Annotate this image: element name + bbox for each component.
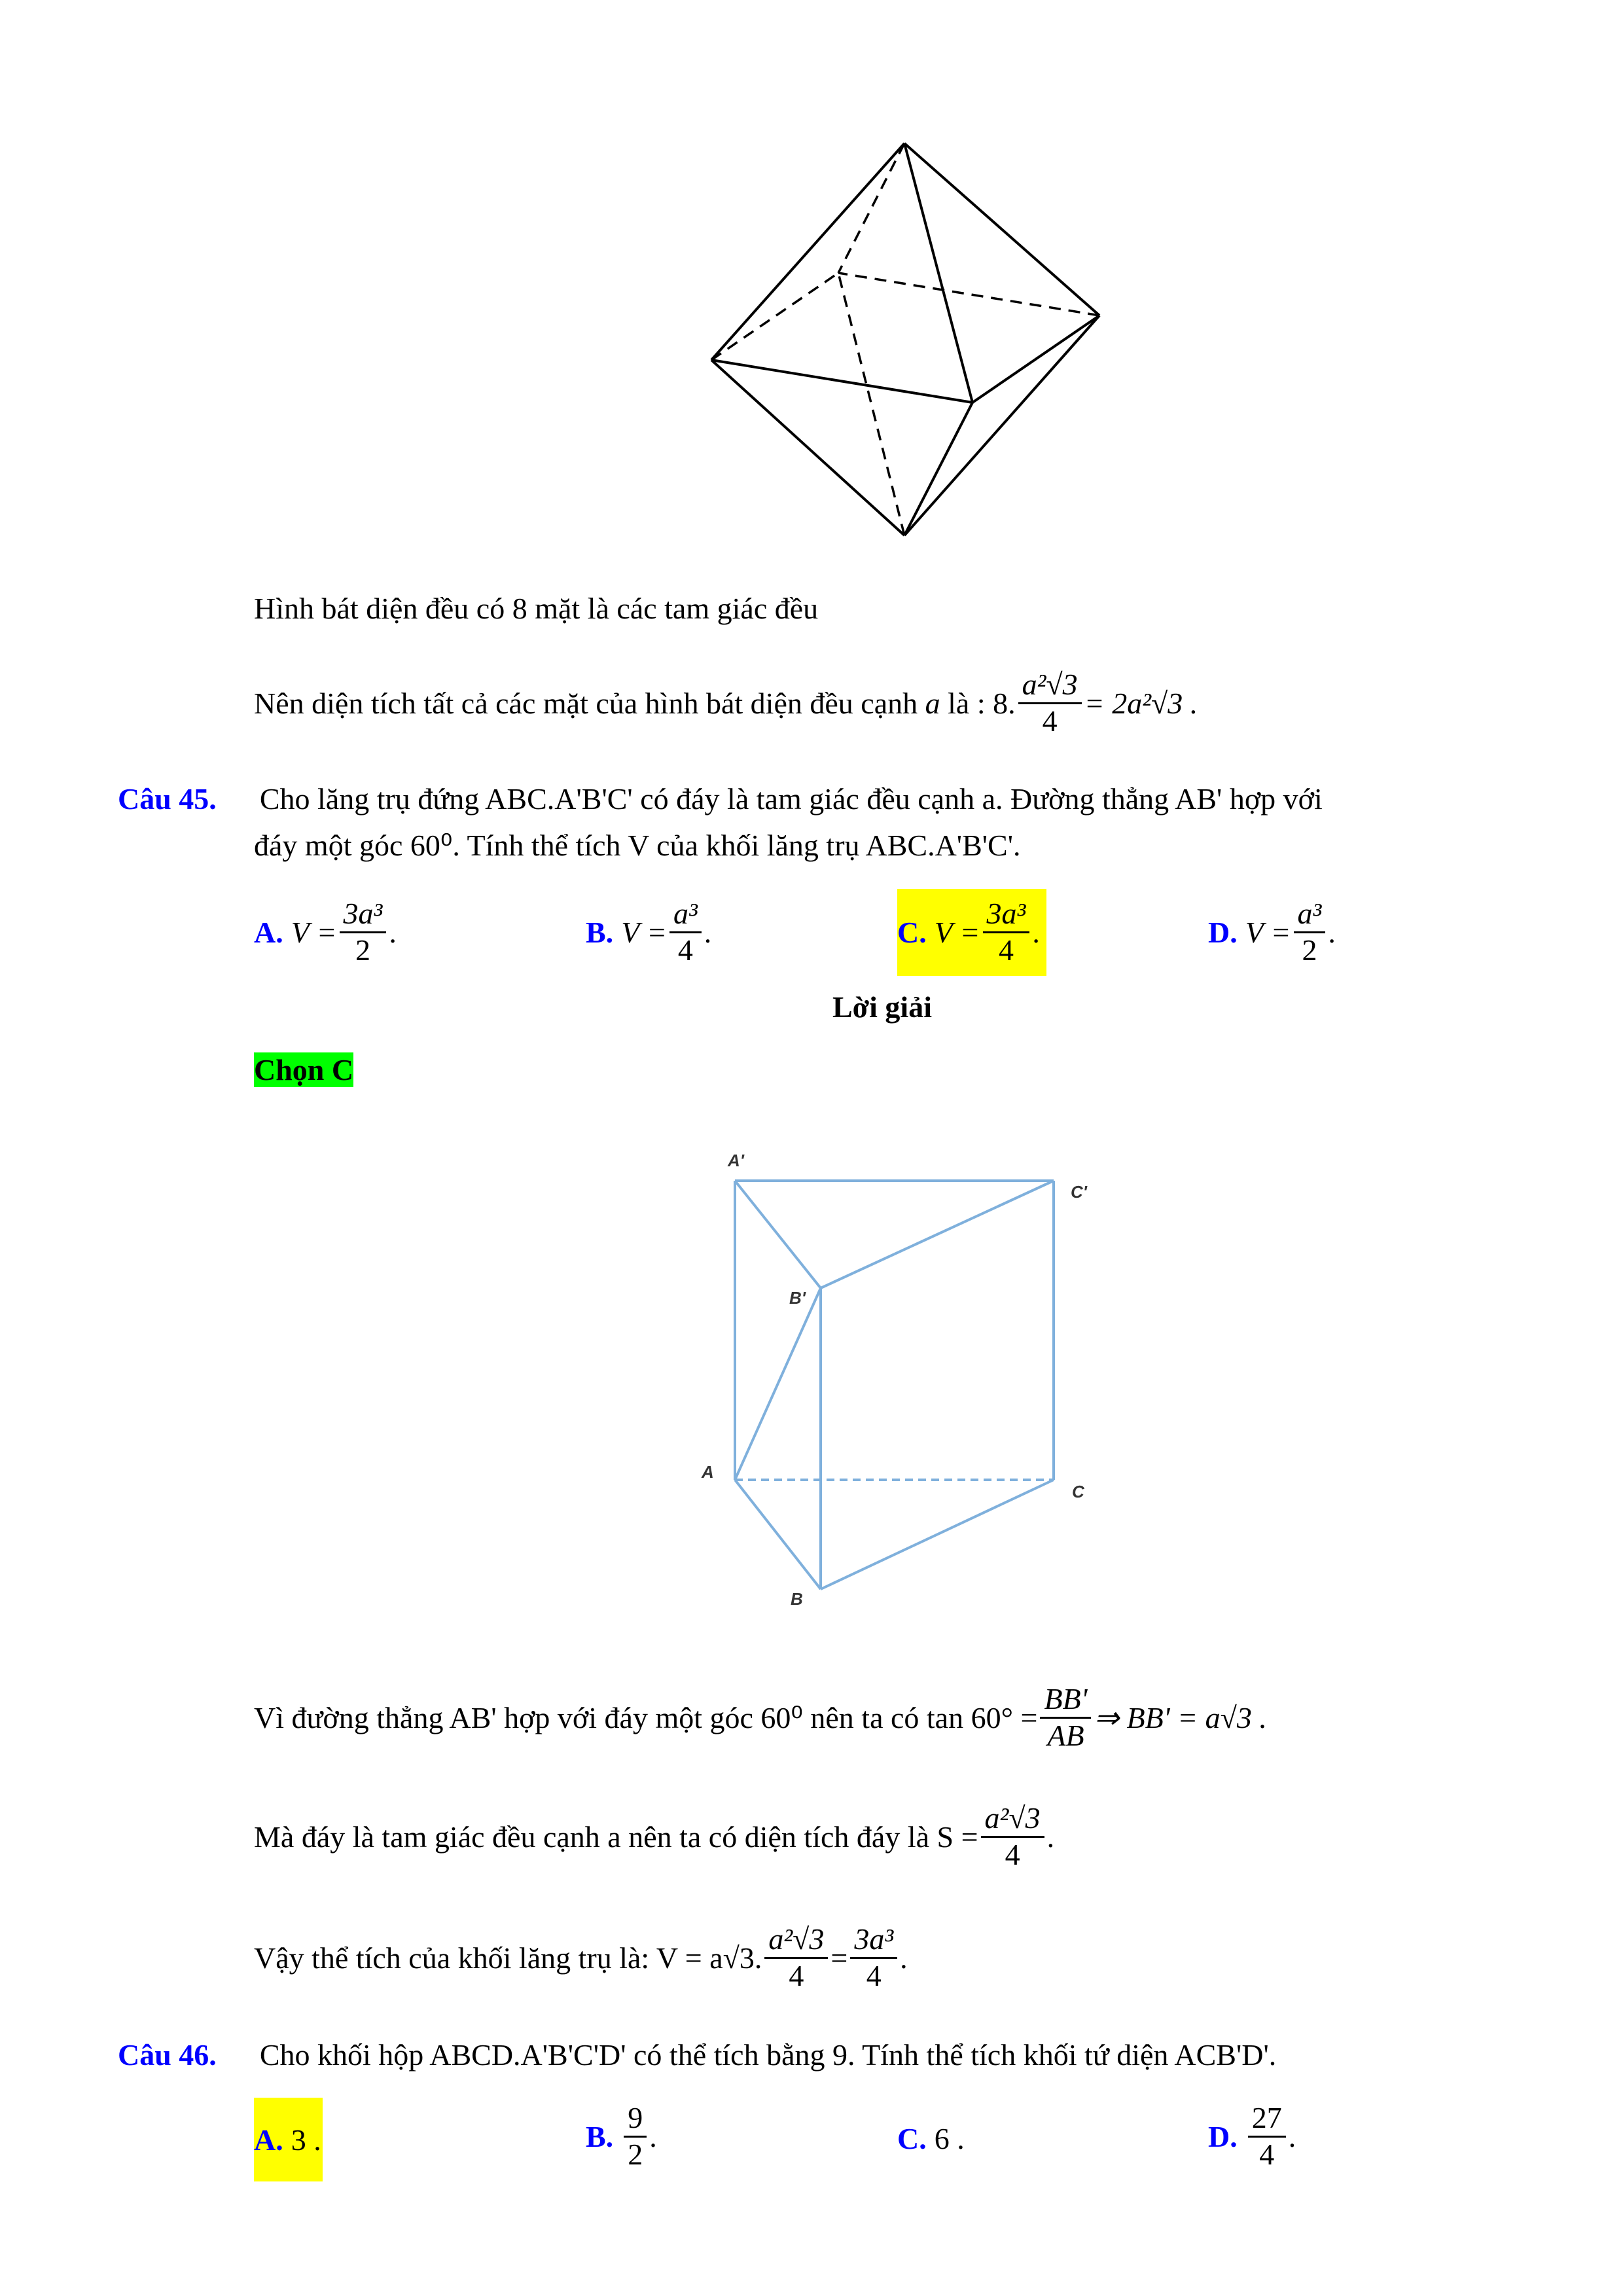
denominator: 2 (628, 2137, 643, 2171)
denominator: 4 (677, 933, 693, 967)
intro-text: Nên diện tích tất cả các mặt của hình bát diện đều cạnh (254, 686, 918, 720)
numerator: 27 (1248, 2101, 1286, 2138)
numerator: a³ (669, 897, 702, 933)
fraction (1248, 2101, 1286, 2172)
denominator: 4 (1005, 1837, 1020, 1871)
numerator: BB' (1040, 1682, 1091, 1719)
denominator: 4 (998, 933, 1014, 967)
q46-line (118, 2037, 1276, 2072)
option-label: A. (254, 2123, 283, 2157)
option-prefix: V = (291, 915, 337, 949)
option-label: B. (586, 2119, 614, 2153)
option-value: 3 . (291, 2123, 321, 2157)
option-prefix: V = (1245, 915, 1291, 949)
denominator: 4 (789, 1958, 804, 1992)
solution-line-3: Vậy thể tích của khối lăng trụ là: V = a√3. $\frac{\text{a²√3}}{4}$ = $\frac{\text{3a³}}{4}$ . (254, 1922, 908, 1992)
label-c: C (1072, 1482, 1084, 1501)
option-label: D. (1208, 915, 1238, 949)
q45-option-d[interactable]: D. V = $\frac{\text{a³}}{2}$ . (1208, 897, 1336, 967)
solution-line-2: Mà đáy là tam giác đều cạnh a nên ta có diện tích đáy là S = $\frac{\text{a²√3}}{4}$ . (254, 1801, 1055, 1871)
option-label: C. (897, 915, 927, 949)
q45-option-b[interactable]: B. V = $\frac{\text{a³}}{4}$ . (586, 897, 712, 967)
q45-text-1: Cho lăng trụ đứng ABC.A'B'C' có đáy là tam giác đều cạnh a. Đường thẳng AB' hợp với (259, 782, 1323, 816)
option-label: C. (897, 2122, 927, 2155)
q46-option-d[interactable]: D. $\frac{27}{4}$ . (1208, 2101, 1296, 2171)
numerator: 3a³ (983, 897, 1030, 933)
solution-text: Mà đáy là tam giác đều cạnh a nên ta có diện tích đáy là S = (254, 1820, 978, 1854)
q46-label: Câu 46. (118, 2038, 217, 2072)
q46-text: Cho khối hộp ABCD.A'B'C'D' có thể tích bằng 9. Tính thể tích khối tứ diện ACB'D'. (259, 2038, 1277, 2072)
fraction (981, 1801, 1044, 1873)
intro-la: là : (948, 686, 986, 720)
numerator: a²√3 (764, 1922, 828, 1959)
denominator: 2 (1302, 933, 1317, 967)
numerator: a³ (1294, 897, 1326, 933)
fraction (624, 2101, 647, 2172)
numerator: 3a³ (850, 1922, 897, 1959)
q46-option-c[interactable] (897, 2121, 965, 2156)
var-a: a (925, 686, 940, 720)
intro-line-1: Hình bát diện đều có 8 mặt là các tam giác đều (254, 592, 819, 625)
denominator: 4 (1259, 2137, 1275, 2171)
solution-result: ⇒ BB' = a√3 . (1094, 1701, 1267, 1735)
fraction (764, 1922, 828, 1994)
solution-text: Vậy thể tích của khối lăng trụ là: V = a√3. (254, 1941, 762, 1975)
option-prefix: V = (934, 915, 980, 949)
solution-line-1 (254, 1682, 1267, 1753)
option-label: A. (254, 915, 283, 949)
label-a1: A' (728, 1151, 744, 1170)
formula-result: = 2a²√3 . (1084, 686, 1198, 720)
denominator: AB (1047, 1718, 1084, 1752)
numerator: 3a³ (340, 897, 387, 933)
label-b: B (791, 1589, 803, 1609)
label-b1: B' (789, 1288, 806, 1308)
option-label: D. (1208, 2119, 1238, 2153)
option-prefix: V = (621, 915, 667, 949)
solution-title: Lời giải (832, 990, 932, 1024)
solution-text: Vì đường thẳng AB' hợp với đáy một góc 60⁰ nên ta có tan 60° = (254, 1701, 1038, 1735)
formula-prefix: 8. (993, 686, 1016, 720)
q46-option-b[interactable]: B. $\frac{9}{2}$ . (586, 2101, 657, 2171)
fraction (1040, 1682, 1091, 1753)
q45-option-a[interactable]: A. V = $\frac{\text{3a³}}{2}$ . (254, 897, 397, 967)
answer-badge: Chọn C (254, 1053, 354, 1086)
q45-option-c-highlighted[interactable]: C. V = $\frac{\text{3a³}}{4}$ . (897, 889, 1046, 976)
fraction (850, 1922, 897, 1994)
denominator: 4 (866, 1958, 882, 1992)
q45-label: Câu 45. (118, 782, 217, 816)
option-label: B. (586, 915, 614, 949)
label-c1: C' (1071, 1182, 1087, 1202)
option-value: 6 . (934, 2122, 965, 2155)
denominator: 4 (1042, 704, 1058, 738)
numerator: a²√3 (1018, 668, 1082, 704)
numerator: 9 (624, 2101, 647, 2138)
numerator: a²√3 (981, 1801, 1044, 1838)
denominator: 2 (355, 933, 370, 967)
q46-option-a-highlighted[interactable] (254, 2098, 323, 2181)
q45-text-2: đáy một góc 60⁰. Tính thể tích V của khối lăng trụ ABC.A'B'C'. (254, 829, 1021, 862)
label-a: A (702, 1462, 714, 1482)
